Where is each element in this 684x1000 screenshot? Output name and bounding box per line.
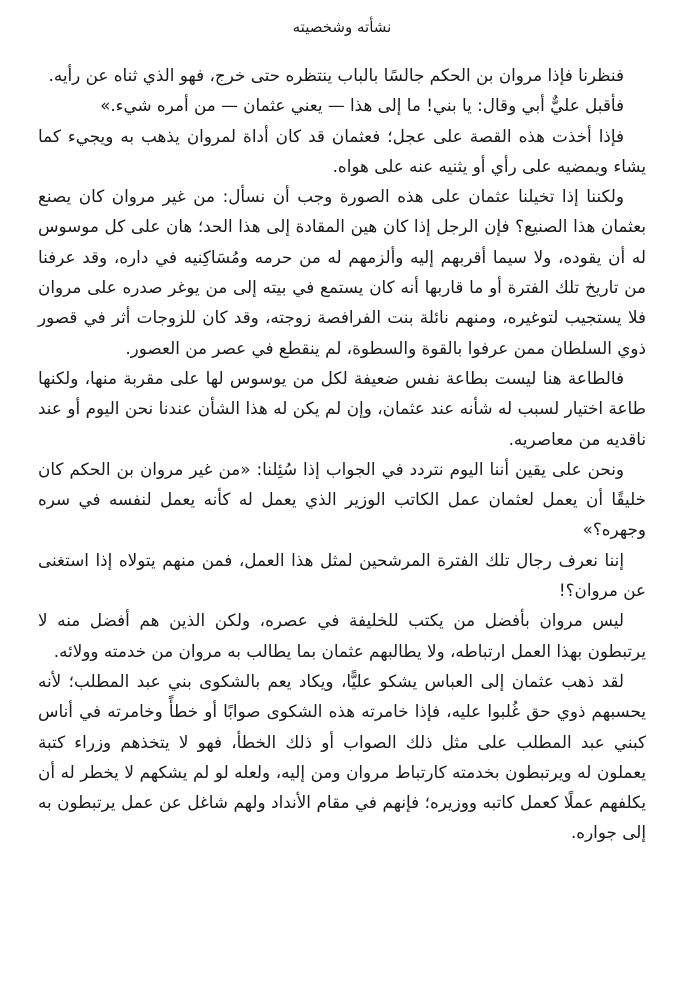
paragraph: إننا نعرف رجال تلك الفترة المرشحين لمثل هذا العمل، فمن منهم يتولاه إذا استغنى عن مروان؟! — [38, 549, 646, 601]
running-header: نشأته وشخصيته — [292, 18, 392, 36]
body-text — [38, 60, 646, 848]
paragraph: ولكننا إذا تخيلنا عثمان على هذه الصورة وجب أن نسأل: من غير مروان كان يصنع بعثمان هذا الصنيع؟ فإن الرجل إذا كان هين المقادة إلى هذا الحد؛ هان على كل موسوس له أن يقوده، ولا سيما أقربهم إليه وألزمهم له من حرمه ومُسَاكِنيه في داره، وقد عرفنا من تاريخ تلك الفترة أو ما قاربها أنه كان يستمع في بيته إلى من يوغر صدره على مروان فلا يستجيب لتوغيره، ومنهم نائلة بنت الفرافصة زوجته، وقد كان للزوجات أثر في قصور ذوي السلطان ممن عرفوا بالقوة والسطوة، لم ينقطع في عصر من العصور. — [38, 186, 646, 358]
paragraph: فنظرنا فإذا مروان بن الحكم جالسًا بالباب ينتظره حتى خرج، فهو الذي ثناه عن رأيه. — [48, 65, 624, 85]
paragraph: فالطاعة هنا ليست بطاعة نفس ضعيفة لكل من يوسوس لها على مقربة منها، ولكنها طاعة اختيار لسبب له شأنه عند عثمان، وإن لم يكن له هذا الشأن عندنا نحن اليوم أو عند ناقديه من معاصريه. — [38, 367, 646, 449]
paragraph: ليس مروان بأفضل من يكتب للخليفة في عصره، ولكن الذين هم أفضل منه لا يرتبطون بهذا العمل ارتباطه، ولا يطالبهم عثمان بما يطالب به مروان من خدمته وولائه. — [38, 610, 646, 661]
paragraph: فإذا أخذت هذه القصة على عجل؛ فعثمان قد كان أداة لمروان يذهب به ويجيء كما يشاء ويمضيه على رأي أو يثنيه عنه على هواه. — [38, 125, 646, 176]
paragraph: ونحن على يقين أننا اليوم نتردد في الجواب إذا سُئِلنا: «من غير مروان بن الحكم كان خليقًا أن يعمل لعثمان عمل الكاتب الوزير الذي يعمل له كأنه يعمل لنفسه في سره وجهره؟» — [38, 458, 646, 540]
paragraph: فأقبل عليٌّ أبي وقال: يا بني! ما إلى هذا — يعني عثمان — من أمره شيء.» — [100, 95, 624, 116]
paragraph: لقد ذهب عثمان إلى العباس يشكو عليًّا، ويكاد يعم بالشكوى بني عبد المطلب؛ لأنه يحسبهم ذوي حق غُلبوا عليه، فإذا خامرته هذه الشكوى صوابًا أو خطأً وخامرته في أناس كبني عبد المطلب على مثل ذلك الصواب أو ذلك الخطأ، فهو لا يتخذهم وزراء كتبة يعملون له ويرتبطون بخدمته كارتباط مروان ومن إليه، ولعله لو لم يشكهم لا يخطر له أن يكلفهم عملًا كعمل كاتبه ووزيره؛ فإنهم في مقام الأنداد ولهم شاغل عن عمل يرتبطون به إلى جواره. — [38, 670, 646, 843]
